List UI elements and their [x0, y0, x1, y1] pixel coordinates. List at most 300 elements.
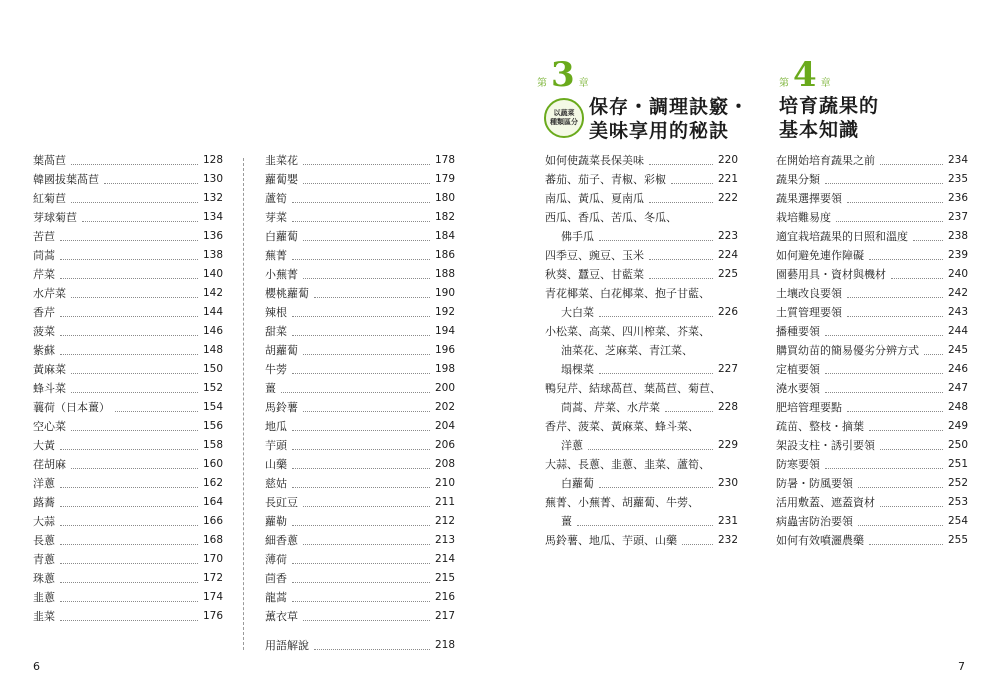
toc-entry-page: 236: [947, 192, 968, 204]
dot-leader: [913, 239, 943, 241]
toc-entry-title: 珠蔥: [33, 569, 57, 588]
toc-entry[interactable]: [33, 208, 223, 227]
toc-entry-page: 130: [202, 173, 223, 185]
toc-entry-title: 秋葵、蠶豆、甘藍菜: [545, 265, 646, 284]
toc-entry[interactable]: [33, 284, 223, 303]
toc-entry[interactable]: [33, 189, 223, 208]
dot-leader: [292, 429, 430, 431]
dot-leader: [599, 486, 713, 488]
toc-entry[interactable]: [545, 265, 738, 284]
toc-entry[interactable]: [545, 398, 738, 417]
dot-leader: [292, 220, 430, 222]
toc-entry-page: 210: [434, 477, 455, 489]
chapter-4-title-line-2: 基本知識: [779, 119, 860, 141]
toc-entry-page: 215: [434, 572, 455, 584]
dot-leader: [924, 353, 943, 355]
toc-entry-page: 212: [434, 515, 455, 527]
toc-entry[interactable]: [265, 512, 455, 531]
toc-entry-title: 空心菜: [33, 417, 68, 436]
toc-entry[interactable]: [776, 227, 968, 246]
dot-leader: [60, 619, 198, 621]
toc-entry[interactable]: [776, 379, 968, 398]
toc-entry[interactable]: [776, 341, 968, 360]
toc-entry-title: 蘘荷（日本薑）: [33, 398, 112, 417]
toc-entry[interactable]: [265, 398, 455, 417]
toc-entry[interactable]: [33, 607, 223, 626]
dot-leader: [60, 258, 198, 260]
dot-leader: [303, 505, 430, 507]
toc-entry[interactable]: [776, 189, 968, 208]
toc-entry[interactable]: [265, 227, 455, 246]
dot-leader: [292, 334, 430, 336]
toc-entry[interactable]: [33, 588, 223, 607]
toc-entry[interactable]: [33, 398, 223, 417]
toc-entry[interactable]: [776, 531, 968, 550]
toc-entry[interactable]: [265, 436, 455, 455]
toc-entry-title: 水芹菜: [33, 284, 68, 303]
toc-entry[interactable]: [545, 512, 738, 531]
toc-entry[interactable]: [265, 322, 455, 341]
chapter-4-label: [779, 55, 979, 95]
dot-leader: [314, 296, 430, 298]
toc-entry-page: 225: [717, 268, 738, 280]
chapter-4-prefix: 第: [779, 78, 789, 89]
dot-leader: [60, 600, 198, 602]
toc-entry-page: 172: [202, 572, 223, 584]
toc-entry[interactable]: [265, 341, 455, 360]
toc-entry-title: 西瓜、香瓜、苦瓜、冬瓜、: [545, 208, 679, 227]
toc-entry-page: 227: [717, 363, 738, 375]
toc-entry-page: 192: [434, 306, 455, 318]
toc-entry[interactable]: [545, 360, 738, 379]
toc-entry[interactable]: [265, 265, 455, 284]
toc-entry[interactable]: [265, 151, 455, 170]
toc-entry[interactable]: [33, 303, 223, 322]
toc-entry[interactable]: [33, 550, 223, 569]
dot-leader: [599, 239, 713, 241]
toc-entry[interactable]: [265, 360, 455, 379]
toc-entry-title: 香芹、菠菜、黃麻菜、蜂斗菜、: [545, 417, 701, 436]
toc-entry-page: 217: [434, 610, 455, 622]
toc-entry-title: 塌棵菜: [545, 360, 596, 379]
toc-entry-page: 255: [947, 534, 968, 546]
toc-entry-title: 青花椰菜、白花椰菜、抱子甘藍、: [545, 284, 712, 303]
toc-entry[interactable]: [265, 189, 455, 208]
dot-leader: [869, 258, 943, 260]
toc-entry[interactable]: [265, 607, 455, 626]
toc-entry-title: 防暑・防風要領: [776, 474, 855, 493]
dot-leader: [303, 353, 430, 355]
toc-entry-glossary[interactable]: [265, 636, 455, 655]
chapter-3-number: 3: [551, 55, 575, 95]
toc-entry[interactable]: [265, 455, 455, 474]
chapter-3-header: [537, 55, 757, 95]
toc-entry-title: 馬鈴薯: [265, 398, 300, 417]
toc-entry-page: 152: [202, 382, 223, 394]
toc-entry-page: 180: [434, 192, 455, 204]
toc-entry-title: 牛蒡: [265, 360, 289, 379]
toc-entry-title: 芋頭: [265, 436, 289, 455]
toc-entry-title: 洋蔥: [33, 474, 57, 493]
toc-entry-title: 荏胡麻: [33, 455, 68, 474]
toc-entry[interactable]: [545, 189, 738, 208]
toc-entry-page: 228: [717, 401, 738, 413]
toc-entry[interactable]: [33, 170, 223, 189]
toc-entry-title: 韓國拔葉萵苣: [33, 170, 101, 189]
toc-entry-page: 251: [947, 458, 968, 470]
toc-entry[interactable]: [265, 550, 455, 569]
toc-entry-page: 234: [947, 154, 968, 166]
toc-entry[interactable]: [265, 569, 455, 588]
dot-leader: [599, 315, 713, 317]
dot-leader: [303, 410, 430, 412]
toc-entry-page: 179: [434, 173, 455, 185]
toc-entry[interactable]: [776, 455, 968, 474]
toc-entry-page: 142: [202, 287, 223, 299]
chapter-4-header: [779, 55, 979, 142]
chapter-4-title-line-1: 培育蔬果的: [779, 95, 880, 117]
toc-entry[interactable]: [545, 417, 738, 436]
toc-entry-page: 144: [202, 306, 223, 318]
toc-entry[interactable]: [33, 417, 223, 436]
toc-column-2-extra: [265, 636, 455, 655]
toc-entry[interactable]: [265, 170, 455, 189]
toc-entry[interactable]: [776, 265, 968, 284]
toc-entry-page: 176: [202, 610, 223, 622]
toc-entry[interactable]: [776, 398, 968, 417]
toc-entry-title: 蕃茄、茄子、青椒、彩椒: [545, 170, 668, 189]
toc-entry-page: 202: [434, 401, 455, 413]
toc-entry-title: 如何使蔬菜長保美味: [545, 151, 646, 170]
toc-entry[interactable]: [33, 360, 223, 379]
toc-entry-page: 226: [717, 306, 738, 318]
toc-entry[interactable]: [776, 303, 968, 322]
toc-entry[interactable]: [545, 455, 738, 474]
chapter-3-prefix: 第: [537, 78, 547, 89]
toc-entry-page: 194: [434, 325, 455, 337]
dot-leader: [303, 239, 430, 241]
dot-leader: [104, 182, 198, 184]
toc-entry[interactable]: [545, 303, 738, 322]
badge-line-1: 以蔬菜: [553, 109, 575, 117]
toc-entry-page: 160: [202, 458, 223, 470]
dot-leader: [71, 296, 198, 298]
toc-entry-page: 224: [717, 249, 738, 261]
dot-leader: [292, 524, 430, 526]
toc-entry-title: 韭蔥: [33, 588, 57, 607]
toc-entry[interactable]: [776, 151, 968, 170]
dot-leader: [303, 163, 430, 165]
dot-leader: [825, 391, 943, 393]
dot-leader: [858, 524, 943, 526]
dot-leader: [825, 334, 943, 336]
toc-entry[interactable]: [33, 531, 223, 550]
toc-entry[interactable]: [545, 341, 738, 360]
toc-entry[interactable]: [33, 246, 223, 265]
dot-leader: [682, 543, 713, 545]
toc-entry-page: 182: [434, 211, 455, 223]
toc-entry[interactable]: [33, 151, 223, 170]
toc-entry-title: 肥培管理要點: [776, 398, 844, 417]
toc-entry-page: 128: [202, 154, 223, 166]
chapter-4-toc: [776, 151, 968, 550]
toc-entry[interactable]: [33, 455, 223, 474]
toc-entry-page: 146: [202, 325, 223, 337]
toc-entry-title: 蕗蕎: [33, 493, 57, 512]
toc-entry[interactable]: [776, 360, 968, 379]
toc-entry-page: 166: [202, 515, 223, 527]
toc-entry[interactable]: [776, 208, 968, 227]
dot-leader: [649, 163, 713, 165]
toc-entry[interactable]: [33, 379, 223, 398]
toc-entry-title: 蜂斗菜: [33, 379, 68, 398]
toc-entry-title: 薰衣草: [265, 607, 300, 626]
toc-entry-page: 186: [434, 249, 455, 261]
dot-leader: [825, 467, 943, 469]
chapter-3-title: [589, 95, 759, 143]
toc-entry[interactable]: [776, 417, 968, 436]
dot-leader: [303, 277, 430, 279]
toc-entry[interactable]: [545, 227, 738, 246]
toc-entry[interactable]: [545, 151, 738, 170]
chapter-3-toc: [545, 151, 738, 550]
chapter-3-suffix: 章: [578, 78, 589, 89]
toc-entry-page: 200: [434, 382, 455, 394]
dot-leader: [60, 505, 198, 507]
toc-entry[interactable]: [265, 208, 455, 227]
toc-entry-page: 243: [947, 306, 968, 318]
toc-entry-title: 疏苗、整枝・摘葉: [776, 417, 866, 436]
toc-entry-title: 播種要領: [776, 322, 822, 341]
toc-entry-page: 242: [947, 287, 968, 299]
toc-entry-title: 青蔥: [33, 550, 57, 569]
toc-entry[interactable]: [265, 531, 455, 550]
toc-entry[interactable]: [265, 379, 455, 398]
toc-entry[interactable]: [265, 284, 455, 303]
dot-leader: [60, 277, 198, 279]
toc-entry-title: 小蕪菁: [265, 265, 300, 284]
toc-entry-page: 140: [202, 268, 223, 280]
toc-entry[interactable]: [265, 246, 455, 265]
dot-leader: [281, 391, 430, 393]
toc-entry[interactable]: [776, 246, 968, 265]
toc-entry-title: 用語解說: [265, 636, 311, 655]
toc-entry-title: 香芹: [33, 303, 57, 322]
toc-entry-page: 244: [947, 325, 968, 337]
dot-leader: [71, 391, 198, 393]
left-page-number: 6: [33, 660, 40, 673]
right-page-number: 7: [958, 660, 965, 673]
toc-entry[interactable]: [776, 474, 968, 493]
chapter-4-number: 4: [793, 55, 817, 95]
dot-leader: [588, 448, 713, 450]
toc-entry-page: 132: [202, 192, 223, 204]
toc-entry[interactable]: [545, 379, 738, 398]
toc-entry-title: 辣根: [265, 303, 289, 322]
toc-entry[interactable]: [545, 436, 738, 455]
toc-entry-title: 洋蔥: [545, 436, 585, 455]
toc-entry-title: 南瓜、黃瓜、夏南瓜: [545, 189, 646, 208]
chapter-3-label: [537, 55, 757, 95]
toc-entry[interactable]: [265, 493, 455, 512]
toc-entry-title: 龍蒿: [265, 588, 289, 607]
toc-entry-page: 230: [717, 477, 738, 489]
toc-entry[interactable]: [265, 588, 455, 607]
toc-entry[interactable]: [265, 417, 455, 436]
toc-entry-title: 澆水要領: [776, 379, 822, 398]
toc-entry-title: 山藥: [265, 455, 289, 474]
dot-leader: [825, 182, 943, 184]
toc-entry-title: 薑: [545, 512, 574, 531]
toc-entry[interactable]: [33, 569, 223, 588]
toc-entry[interactable]: [33, 474, 223, 493]
toc-entry-title: 長蔥: [33, 531, 57, 550]
toc-entry[interactable]: [265, 474, 455, 493]
toc-entry-page: 138: [202, 249, 223, 261]
toc-entry[interactable]: [545, 474, 738, 493]
toc-entry-title: 胡蘿蔔: [265, 341, 300, 360]
toc-entry[interactable]: [33, 436, 223, 455]
toc-entry-title: 蔬果選擇要領: [776, 189, 844, 208]
toc-entry[interactable]: [545, 531, 738, 550]
toc-entry-title: 架設支柱・誘引要領: [776, 436, 877, 455]
toc-entry-title: 芽菜: [265, 208, 289, 227]
dot-leader: [60, 581, 198, 583]
toc-entry[interactable]: [545, 208, 738, 227]
toc-entry[interactable]: [33, 265, 223, 284]
dot-leader: [292, 581, 430, 583]
toc-entry[interactable]: [776, 436, 968, 455]
toc-entry-title: 菠菜: [33, 322, 57, 341]
toc-entry[interactable]: [265, 303, 455, 322]
dot-leader: [60, 562, 198, 564]
toc-entry-title: 鴨兒芹、結球萵苣、葉萵苣、菊苣、: [545, 379, 723, 398]
toc-entry[interactable]: [33, 227, 223, 246]
toc-entry[interactable]: [776, 512, 968, 531]
toc-entry-title: 地瓜: [265, 417, 289, 436]
toc-entry[interactable]: [545, 284, 738, 303]
toc-entry-title: 蕪菁、小蕪菁、胡蘿蔔、牛蒡、: [545, 493, 701, 512]
toc-entry[interactable]: [545, 322, 738, 341]
toc-entry-page: 254: [947, 515, 968, 527]
category-badge: [544, 98, 584, 138]
dot-leader: [292, 201, 430, 203]
dot-leader: [649, 277, 713, 279]
toc-entry[interactable]: [33, 493, 223, 512]
toc-entry-title: 適宜栽培蔬果的日照和溫度: [776, 227, 910, 246]
toc-entry[interactable]: [33, 512, 223, 531]
toc-entry-title: 大蒜: [33, 512, 57, 531]
toc-entry-page: 184: [434, 230, 455, 242]
dot-leader: [880, 505, 943, 507]
toc-entry-title: 芹菜: [33, 265, 57, 284]
toc-entry-page: 150: [202, 363, 223, 375]
toc-entry-page: 216: [434, 591, 455, 603]
toc-entry[interactable]: [33, 322, 223, 341]
toc-entry[interactable]: [545, 170, 738, 189]
toc-entry[interactable]: [545, 246, 738, 265]
toc-entry-title: 紅菊苣: [33, 189, 68, 208]
dot-leader: [60, 524, 198, 526]
toc-entry-title: 油菜花、芝麻菜、青江菜、: [545, 341, 695, 360]
toc-entry-page: 164: [202, 496, 223, 508]
dot-leader: [869, 429, 943, 431]
toc-entry[interactable]: [776, 284, 968, 303]
dot-leader: [671, 182, 713, 184]
toc-entry[interactable]: [33, 341, 223, 360]
toc-entry-title: 大白菜: [545, 303, 596, 322]
toc-entry-title: 活用敷蓋、遮蓋資材: [776, 493, 877, 512]
badge-line-2: 種類區分: [550, 118, 578, 126]
toc-entry-title: 病蟲害防治要領: [776, 512, 855, 531]
toc-entry-title: 白蘿蔔: [265, 227, 300, 246]
toc-entry-page: 188: [434, 268, 455, 280]
toc-column-2: [265, 151, 455, 626]
toc-entry-title: 土質管理要領: [776, 303, 844, 322]
dot-leader: [60, 315, 198, 317]
toc-entry-page: 148: [202, 344, 223, 356]
toc-entry[interactable]: [776, 493, 968, 512]
toc-entry[interactable]: [545, 493, 738, 512]
dot-leader: [303, 619, 430, 621]
dot-leader: [292, 258, 430, 260]
dot-leader: [847, 315, 943, 317]
toc-entry-title: 定植要領: [776, 360, 822, 379]
toc-entry[interactable]: [776, 170, 968, 189]
toc-entry-page: 222: [717, 192, 738, 204]
dot-leader: [858, 486, 943, 488]
dot-leader: [891, 277, 943, 279]
toc-entry-title: 蘆筍: [265, 189, 289, 208]
dot-leader: [847, 201, 943, 203]
toc-entry-title: 小松菜、高菜、四川榨菜、芥菜、: [545, 322, 712, 341]
dot-leader: [665, 410, 713, 412]
toc-entry-page: 221: [717, 173, 738, 185]
toc-entry-title: 苦苣: [33, 227, 57, 246]
toc-entry-title: 在開始培育蔬果之前: [776, 151, 877, 170]
dot-leader: [292, 315, 430, 317]
toc-entry-title: 紫蘇: [33, 341, 57, 360]
dot-leader: [60, 239, 198, 241]
toc-entry-page: 218: [434, 639, 455, 651]
dot-leader: [60, 448, 198, 450]
toc-entry-page: 246: [947, 363, 968, 375]
toc-entry-title: 大蒜、長蔥、韭蔥、韭菜、蘆筍、: [545, 455, 712, 474]
toc-entry-page: 214: [434, 553, 455, 565]
toc-entry-page: 238: [947, 230, 968, 242]
toc-entry-title: 園藝用具・資材與機材: [776, 265, 888, 284]
toc-entry-title: 蔬果分類: [776, 170, 822, 189]
toc-entry-title: 如何避免連作障礙: [776, 246, 866, 265]
chapter-3-title-line-2: 美味享用的秘訣: [589, 120, 730, 142]
toc-entry-title: 土壤改良要領: [776, 284, 844, 303]
toc-entry-title: 購買幼苗的簡易優劣分辨方式: [776, 341, 921, 360]
dot-leader: [869, 543, 943, 545]
toc-entry-page: 170: [202, 553, 223, 565]
dot-leader: [71, 201, 198, 203]
toc-entry-title: 大黃: [33, 436, 57, 455]
toc-entry-page: 178: [434, 154, 455, 166]
toc-column-1: [33, 151, 223, 626]
dot-leader: [649, 258, 713, 260]
dot-leader: [303, 182, 430, 184]
toc-entry[interactable]: [776, 322, 968, 341]
dot-leader: [880, 163, 943, 165]
chapter-4-suffix: 章: [820, 78, 831, 89]
toc-entry-page: 206: [434, 439, 455, 451]
chapter-3-title-line-1: 保存・調理訣竅・: [589, 96, 750, 118]
dot-leader: [71, 429, 198, 431]
